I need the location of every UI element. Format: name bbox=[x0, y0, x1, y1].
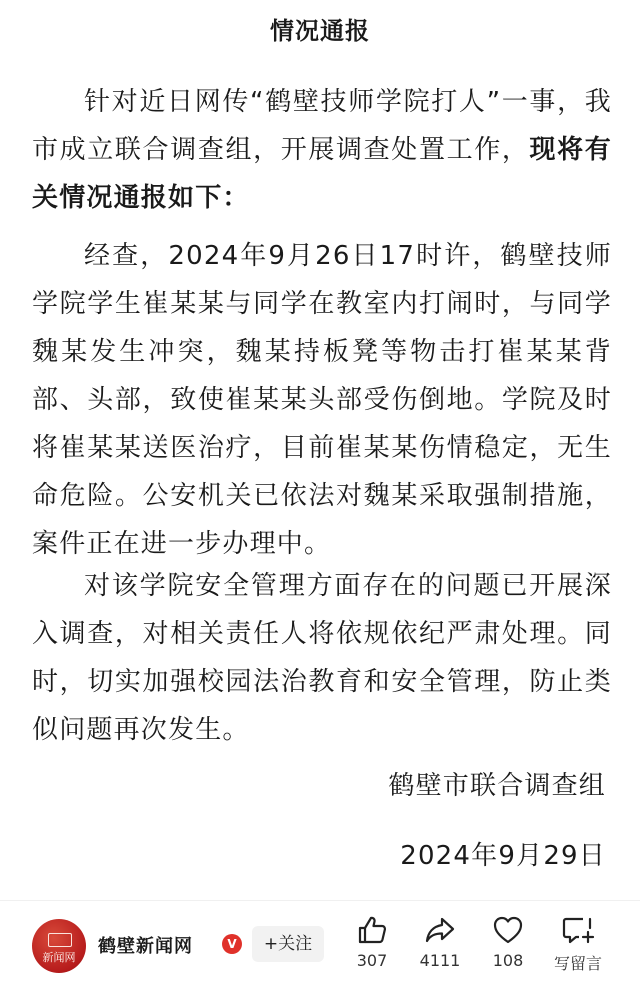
like-count: 307 bbox=[356, 951, 388, 970]
share-count: 4111 bbox=[419, 951, 461, 970]
signature-org: 鹤壁市联合调查组 bbox=[388, 771, 606, 801]
share-arrow-icon bbox=[424, 915, 456, 945]
channel-name[interactable]: 鹤壁新闻网 bbox=[98, 936, 193, 957]
avatar-logo-text: 新闻网 bbox=[42, 951, 76, 964]
heart-icon bbox=[492, 915, 524, 945]
follow-button[interactable]: +关注 bbox=[252, 926, 324, 962]
favorite-count: 108 bbox=[492, 951, 524, 970]
comment-button[interactable] bbox=[548, 911, 608, 983]
channel-avatar[interactable] bbox=[32, 919, 86, 973]
comment-label: 写留言 bbox=[553, 954, 602, 973]
bottom-action-bar bbox=[0, 900, 640, 991]
verified-badge-icon: V bbox=[222, 934, 242, 954]
signature-date: 2024年9月29日 bbox=[400, 841, 606, 871]
like-button[interactable] bbox=[342, 911, 402, 983]
paragraph-intro bbox=[32, 78, 612, 222]
paragraph-intro-text: 针对近日网传“鹤壁技师学院打人”一事，我市成立联合调查组，开展调查处置工作， bbox=[32, 87, 612, 165]
favorite-button[interactable] bbox=[478, 911, 538, 983]
comment-icon bbox=[561, 915, 595, 945]
paragraph-findings: 经查，2024年9月26日17时许，鹤壁技师学院学生崔某某与同学在教室内打闹时，与同学魏某发生冲突，魏某持板凳等物击打崔某某背部、头部，致使崔某某头部受伤倒地。学院及时将崔某某送医治疗，目前崔某某伤情稳定，无生命危险。公安机关已依法对魏某采取强制措施，案件正在进一步办理中。 bbox=[32, 241, 612, 559]
share-button[interactable] bbox=[410, 911, 470, 983]
avatar-logo-mark bbox=[48, 933, 72, 947]
thumbs-up-icon bbox=[356, 915, 388, 945]
paragraph-measures: 对该学院安全管理方面存在的问题已开展深入调查，对相关责任人将依规依纪严肃处理。同时，切实加强校园法治教育和安全管理，防止类似问题再次发生。 bbox=[32, 571, 612, 745]
page-title: 情况通报 bbox=[270, 17, 370, 45]
paragraph-intro-bold: 现将有关情况通报如下： bbox=[32, 135, 612, 213]
